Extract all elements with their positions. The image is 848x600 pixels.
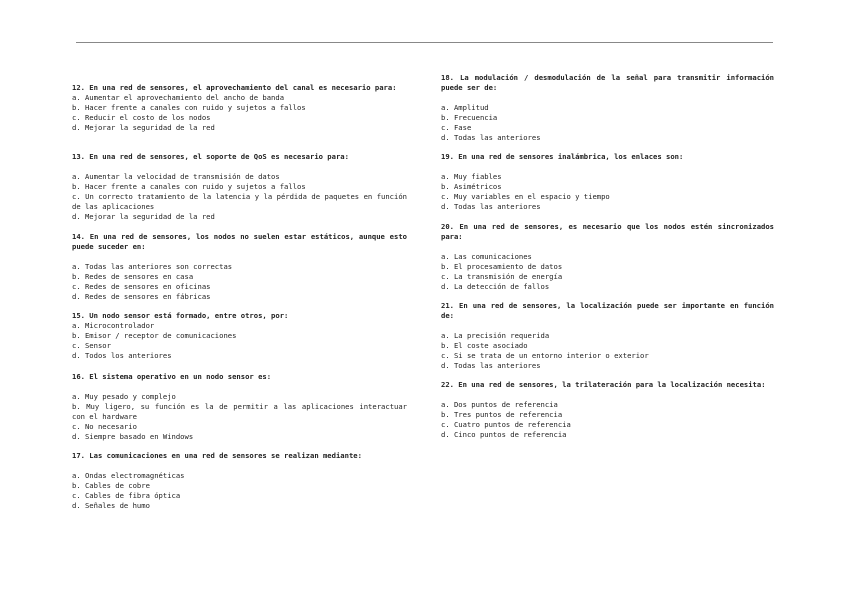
- answer-option: b. El procesamiento de datos: [441, 261, 563, 271]
- question-title: 18. La modulación / desmodulación de la señal para transmitir información puede ser de:: [441, 73, 774, 92]
- answer-option: d. Mejorar la seguridad de la red: [72, 211, 215, 221]
- question-title: 22. En una red de sensores, la trilateración para la localización necesita:: [441, 380, 766, 389]
- question-title: 12. En una red de sensores, el aprovechamiento del canal es necesario para:: [72, 83, 397, 92]
- answer-option: b. Tres puntos de referencia: [441, 409, 563, 419]
- question-17: [72, 451, 407, 511]
- answer-option: c. Un correcto tratamiento de la latencia y la pérdida de paquetes en función de las aplicaciones: [72, 191, 407, 211]
- answer-option: d. Todas las anteriores: [441, 201, 541, 211]
- question-title: 17. Las comunicaciones en una red de sensores se realizan mediante:: [72, 451, 362, 460]
- answer-option: d. La detección de fallos: [441, 281, 550, 291]
- answer-option: d. Siempre basado en Windows: [72, 431, 194, 441]
- answer-option: c. Muy variables en el espacio y tiempo: [441, 191, 610, 201]
- question-title: 19. En una red de sensores inalámbrica, los enlaces son:: [441, 152, 684, 161]
- answer-option: d. Redes de sensores en fábricas: [72, 291, 211, 301]
- question-14: [72, 232, 407, 302]
- answer-option: c. Reducir el costo de los nodos: [72, 113, 211, 122]
- answer-option: b. Hacer frente a canales con ruido y sujetos a fallos: [72, 181, 306, 191]
- question-title: 16. El sistema operativo en un nodo sensor es:: [72, 372, 272, 381]
- question-15: [72, 311, 407, 361]
- answer-option: b. Emisor / receptor de comunicaciones: [72, 331, 237, 340]
- answer-option: d. Cinco puntos de referencia: [441, 429, 567, 439]
- header-rule: [76, 42, 773, 43]
- answer-option: b. Cables de cobre: [72, 480, 150, 490]
- answer-option: a. Amplitud: [441, 102, 489, 112]
- answer-option: c. Cuatro puntos de referencia: [441, 419, 571, 429]
- answer-option: a. Muy fiables: [441, 171, 502, 181]
- answer-option: d. Todos los anteriores: [72, 351, 172, 360]
- question-title: 13. En una red de sensores, el soporte de QoS es necesario para:: [72, 152, 349, 161]
- answer-option: c. Fase: [441, 122, 472, 132]
- answer-option: d. Señales de humo: [72, 500, 150, 510]
- answer-option: a. Aumentar la velocidad de transmisión de datos: [72, 171, 280, 181]
- answer-option: a. Ondas electromagnéticas: [72, 470, 185, 480]
- question-12: [72, 83, 407, 133]
- question-20: [441, 222, 774, 292]
- answer-option: c. No necesario: [72, 421, 137, 431]
- answer-option: b. El coste asociado: [441, 340, 528, 350]
- question-title: 20. En una red de sensores, es necesario que los nodos estén sincronizados para:: [441, 222, 774, 241]
- answer-option: c. Redes de sensores en oficinas: [72, 281, 211, 291]
- answer-option: a. Microcontrolador: [72, 321, 155, 330]
- question-13: [72, 152, 407, 222]
- answer-option: a. Las comunicaciones: [441, 251, 532, 261]
- answer-option: b. Muy ligero, su función es la de permitir a las aplicaciones interactuar con el hardware: [72, 401, 407, 421]
- answer-option: c. Sensor: [72, 341, 111, 350]
- question-title: 15. Un nodo sensor está formado, entre otros, por:: [72, 311, 289, 320]
- answer-option: c. Si se trata de un entorno interior o exterior: [441, 350, 649, 360]
- answer-option: a. Todas las anteriores son correctas: [72, 261, 233, 271]
- question-22: [441, 380, 774, 440]
- answer-option: b. Hacer frente a canales con ruido y sujetos a fallos: [72, 103, 306, 112]
- question-21: [441, 301, 774, 371]
- question-18: [441, 73, 774, 143]
- answer-option: a. Muy pesado y complejo: [72, 391, 176, 401]
- question-title: 21. En una red de sensores, la localización puede ser importante en función de:: [441, 301, 774, 320]
- question-16: [72, 372, 407, 442]
- answer-option: c. La transmisión de energía: [441, 271, 563, 281]
- answer-option: a. La precisión requerida: [441, 330, 550, 340]
- answer-option: d. Todas las anteriores: [441, 360, 541, 370]
- answer-option: c. Cables de fibra óptica: [72, 490, 181, 500]
- question-19: [441, 152, 774, 212]
- answer-option: b. Frecuencia: [441, 112, 498, 122]
- answer-option: d. Todas las anteriores: [441, 132, 541, 142]
- answer-option: b. Asimétricos: [441, 181, 502, 191]
- answer-option: a. Dos puntos de referencia: [441, 399, 558, 409]
- answer-option: b. Redes de sensores en casa: [72, 271, 194, 281]
- answer-option: d. Mejorar la seguridad de la red: [72, 123, 215, 132]
- answer-option: a. Aumentar el aprovechamiento del ancho de banda: [72, 93, 285, 102]
- question-title: 14. En una red de sensores, los nodos no suelen estar estáticos, aunque esto puede suceder en:: [72, 232, 407, 251]
